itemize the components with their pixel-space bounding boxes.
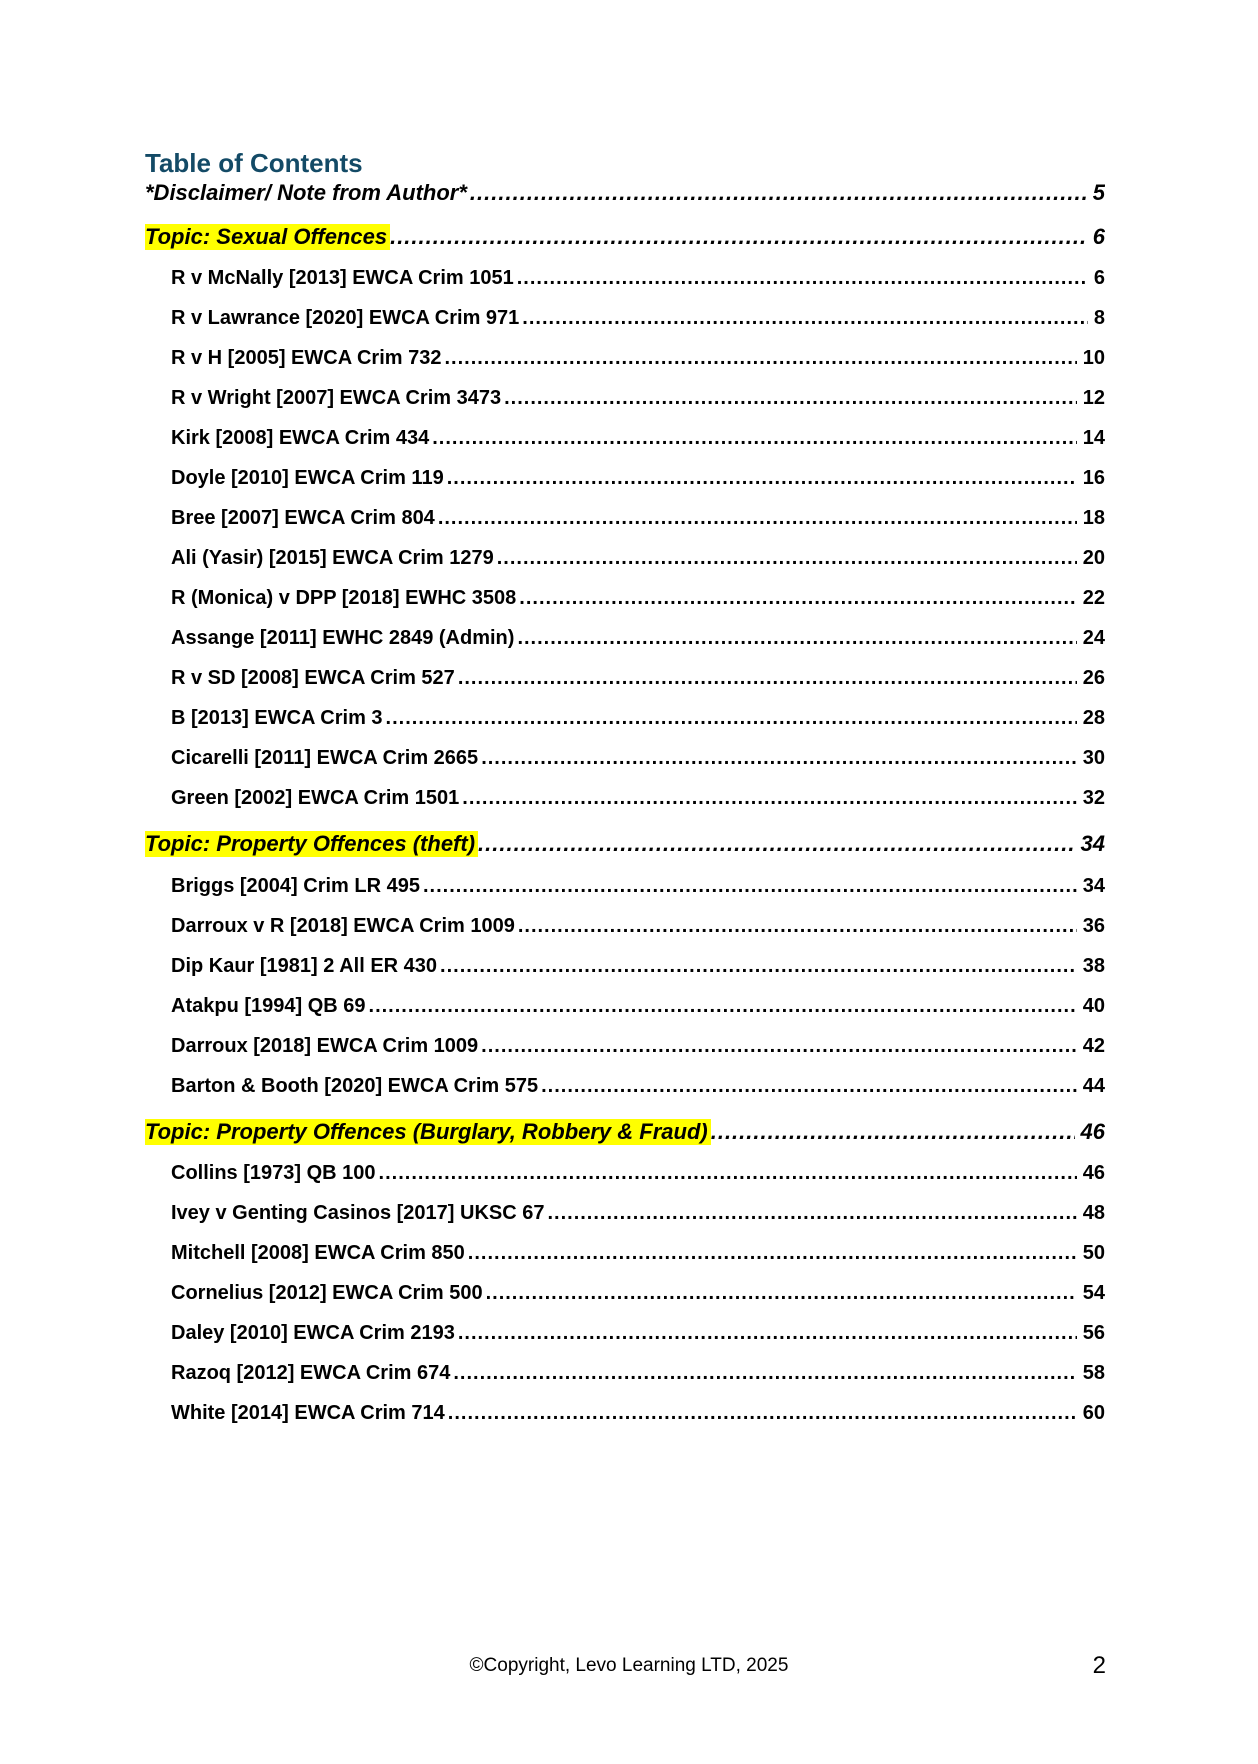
toc-dot-leader bbox=[386, 707, 1077, 730]
toc-entry-page: 34 bbox=[1082, 875, 1105, 897]
toc-dot-leader bbox=[522, 307, 1088, 330]
toc-dot-leader bbox=[486, 1282, 1077, 1305]
toc-heading-entry[interactable] bbox=[145, 224, 1105, 254]
toc-case-entry[interactable] bbox=[171, 1402, 1105, 1430]
toc-entry-page: 42 bbox=[1082, 1035, 1105, 1057]
toc-dot-leader bbox=[468, 1242, 1077, 1265]
toc-case-entry[interactable] bbox=[171, 1035, 1105, 1063]
toc-dot-leader bbox=[462, 787, 1076, 810]
toc-heading-entry[interactable] bbox=[145, 180, 1105, 210]
toc-title: Table of Contents bbox=[145, 148, 363, 178]
toc-entry-page: 58 bbox=[1082, 1362, 1105, 1384]
toc-dot-leader bbox=[438, 507, 1077, 530]
footer-copyright: ©Copyright, Levo Learning LTD, 2025 bbox=[469, 1655, 789, 1676]
toc-dot-leader bbox=[504, 387, 1077, 410]
toc-entry-label: Razoq [2012] EWCA Crim 674 bbox=[171, 1362, 451, 1384]
toc-entry-label: Cicarelli [2011] EWCA Crim 2665 bbox=[171, 747, 479, 769]
toc-dot-leader bbox=[497, 547, 1077, 570]
toc-entry-label: Dip Kaur [1981] 2 All ER 430 bbox=[171, 955, 438, 977]
toc-entry-label: R v H [2005] EWCA Crim 732 bbox=[171, 347, 442, 369]
toc-case-entry[interactable] bbox=[171, 875, 1105, 903]
toc-case-entry[interactable] bbox=[171, 995, 1105, 1023]
toc-entry-page: 46 bbox=[1082, 1162, 1105, 1184]
toc-entry-label: *Disclaimer/ Note from Author* bbox=[145, 180, 467, 205]
toc-case-entry[interactable] bbox=[171, 787, 1105, 815]
toc-entry-label: R (Monica) v DPP [2018] EWHC 3508 bbox=[171, 587, 517, 609]
toc-entry-page: 32 bbox=[1082, 787, 1105, 809]
toc-entry-label: Bree [2007] EWCA Crim 804 bbox=[171, 507, 435, 529]
toc-entry-page: 5 bbox=[1092, 180, 1105, 205]
toc-case-entry[interactable] bbox=[171, 667, 1105, 695]
toc-dot-leader bbox=[547, 1202, 1076, 1225]
toc-case-entry[interactable] bbox=[171, 1242, 1105, 1270]
toc-entry-label: Ali (Yasir) [2015] EWCA Crim 1279 bbox=[171, 547, 494, 569]
toc-entry-label: Cornelius [2012] EWCA Crim 500 bbox=[171, 1282, 483, 1304]
toc-entry-page: 48 bbox=[1082, 1202, 1105, 1224]
footer-page-number: 2 bbox=[1092, 1652, 1106, 1679]
toc-case-entry[interactable] bbox=[171, 1362, 1105, 1390]
toc-entry-label: Topic: Sexual Offences bbox=[145, 224, 390, 250]
toc-case-entry[interactable] bbox=[171, 955, 1105, 983]
toc-entry-page: 28 bbox=[1082, 707, 1105, 729]
toc-entry-label: Atakpu [1994] QB 69 bbox=[171, 995, 366, 1017]
toc-dot-leader bbox=[453, 1362, 1076, 1385]
toc-entry-page: 20 bbox=[1082, 547, 1105, 569]
toc-entry-page: 30 bbox=[1082, 747, 1105, 769]
toc-entry-page: 6 bbox=[1092, 224, 1105, 249]
toc-entry-label: White [2014] EWCA Crim 714 bbox=[171, 1402, 445, 1424]
toc-heading-entry[interactable] bbox=[145, 831, 1105, 861]
toc-case-entry[interactable] bbox=[171, 1162, 1105, 1190]
toc-dot-leader bbox=[458, 667, 1077, 690]
toc-case-entry[interactable] bbox=[171, 547, 1105, 575]
toc-entry-label: Darroux v R [2018] EWCA Crim 1009 bbox=[171, 915, 515, 937]
toc-dot-leader bbox=[481, 1035, 1077, 1058]
toc-entry-page: 50 bbox=[1082, 1242, 1105, 1264]
toc-entry-label: Kirk [2008] EWCA Crim 434 bbox=[171, 427, 430, 449]
toc-dot-leader bbox=[518, 915, 1077, 938]
toc-case-entry[interactable] bbox=[171, 467, 1105, 495]
toc-entry-page: 36 bbox=[1082, 915, 1105, 937]
toc-dot-leader bbox=[711, 1119, 1075, 1145]
toc-entry-page: 12 bbox=[1082, 387, 1105, 409]
toc-dot-leader bbox=[440, 955, 1077, 978]
toc-dot-leader bbox=[517, 627, 1076, 650]
toc-case-entry[interactable] bbox=[171, 507, 1105, 535]
toc-entry-label: Briggs [2004] Crim LR 495 bbox=[171, 875, 420, 897]
toc-entry-label: Ivey v Genting Casinos [2017] UKSC 67 bbox=[171, 1202, 545, 1224]
toc-entry-page: 24 bbox=[1082, 627, 1105, 649]
toc-case-entry[interactable] bbox=[171, 915, 1105, 943]
toc-case-entry[interactable] bbox=[171, 1075, 1105, 1103]
toc-dot-leader bbox=[444, 347, 1076, 370]
toc-entry-page: 14 bbox=[1082, 427, 1105, 449]
toc-entry-label: R v Wright [2007] EWCA Crim 3473 bbox=[171, 387, 502, 409]
toc-case-entry[interactable] bbox=[171, 587, 1105, 615]
toc-case-entry[interactable] bbox=[171, 627, 1105, 655]
toc-dot-leader bbox=[458, 1322, 1077, 1345]
toc-entry-page: 18 bbox=[1082, 507, 1105, 529]
toc-case-entry[interactable] bbox=[171, 347, 1105, 375]
toc-entry-page: 6 bbox=[1093, 267, 1105, 289]
toc-entry-label: B [2013] EWCA Crim 3 bbox=[171, 707, 383, 729]
toc-dot-leader bbox=[448, 1402, 1077, 1425]
toc-entry-page: 44 bbox=[1082, 1075, 1105, 1097]
toc-dot-leader bbox=[481, 747, 1077, 770]
toc-dot-leader bbox=[447, 467, 1077, 490]
toc-entry-label: R v McNally [2013] EWCA Crim 1051 bbox=[171, 267, 514, 289]
toc-dot-leader bbox=[478, 831, 1074, 857]
toc-entry-page: 8 bbox=[1093, 307, 1105, 329]
toc-entry-label: R v Lawrance [2020] EWCA Crim 971 bbox=[171, 307, 520, 329]
toc-entry-page: 54 bbox=[1082, 1282, 1105, 1304]
toc-case-entry[interactable] bbox=[171, 1282, 1105, 1310]
toc-heading-entry[interactable] bbox=[145, 1119, 1105, 1149]
toc-entry-page: 60 bbox=[1082, 1402, 1105, 1424]
toc-entry-page: 10 bbox=[1082, 347, 1105, 369]
toc-case-entry[interactable] bbox=[171, 707, 1105, 735]
toc-dot-leader bbox=[423, 875, 1077, 898]
toc-case-entry[interactable] bbox=[171, 427, 1105, 455]
toc-entry-page: 16 bbox=[1082, 467, 1105, 489]
toc-case-entry[interactable] bbox=[171, 1202, 1105, 1230]
toc-entry-label: Topic: Property Offences (theft) bbox=[145, 831, 478, 857]
toc-dot-leader bbox=[379, 1162, 1077, 1185]
toc-entry-label: Darroux [2018] EWCA Crim 1009 bbox=[171, 1035, 479, 1057]
toc-entry-page: 56 bbox=[1082, 1322, 1105, 1344]
toc-entry-label: Assange [2011] EWHC 2849 (Admin) bbox=[171, 627, 515, 649]
toc-case-entry[interactable] bbox=[171, 267, 1105, 295]
toc-entry-label: Topic: Property Offences (Burglary, Robbery & Fraud) bbox=[145, 1119, 711, 1145]
toc-dot-leader bbox=[470, 180, 1087, 206]
toc-dot-leader bbox=[390, 224, 1087, 250]
toc-entry-label: Collins [1973] QB 100 bbox=[171, 1162, 376, 1184]
toc-entry-label: Doyle [2010] EWCA Crim 119 bbox=[171, 467, 444, 489]
toc-entry-label: Daley [2010] EWCA Crim 2193 bbox=[171, 1322, 455, 1344]
toc-entry-label: R v SD [2008] EWCA Crim 527 bbox=[171, 667, 455, 689]
toc-entry-page: 40 bbox=[1082, 995, 1105, 1017]
toc-dot-leader bbox=[369, 995, 1077, 1018]
toc-entry-label: Mitchell [2008] EWCA Crim 850 bbox=[171, 1242, 465, 1264]
toc-entry-page: 22 bbox=[1082, 587, 1105, 609]
toc-case-entry[interactable] bbox=[171, 307, 1105, 335]
toc-entry-page: 46 bbox=[1080, 1119, 1105, 1144]
toc-entry-label: Green [2002] EWCA Crim 1501 bbox=[171, 787, 460, 809]
toc-entry-page: 34 bbox=[1080, 831, 1105, 856]
toc-dot-leader bbox=[517, 267, 1088, 290]
toc-entry-page: 26 bbox=[1082, 667, 1105, 689]
toc-case-entry[interactable] bbox=[171, 747, 1105, 775]
toc-dot-leader bbox=[541, 1075, 1077, 1098]
toc-entry-page: 38 bbox=[1082, 955, 1105, 977]
toc-dot-leader bbox=[519, 587, 1076, 610]
toc-dot-leader bbox=[432, 427, 1077, 450]
toc-case-entry[interactable] bbox=[171, 1322, 1105, 1350]
toc-case-entry[interactable] bbox=[171, 387, 1105, 415]
toc-entry-label: Barton & Booth [2020] EWCA Crim 575 bbox=[171, 1075, 539, 1097]
